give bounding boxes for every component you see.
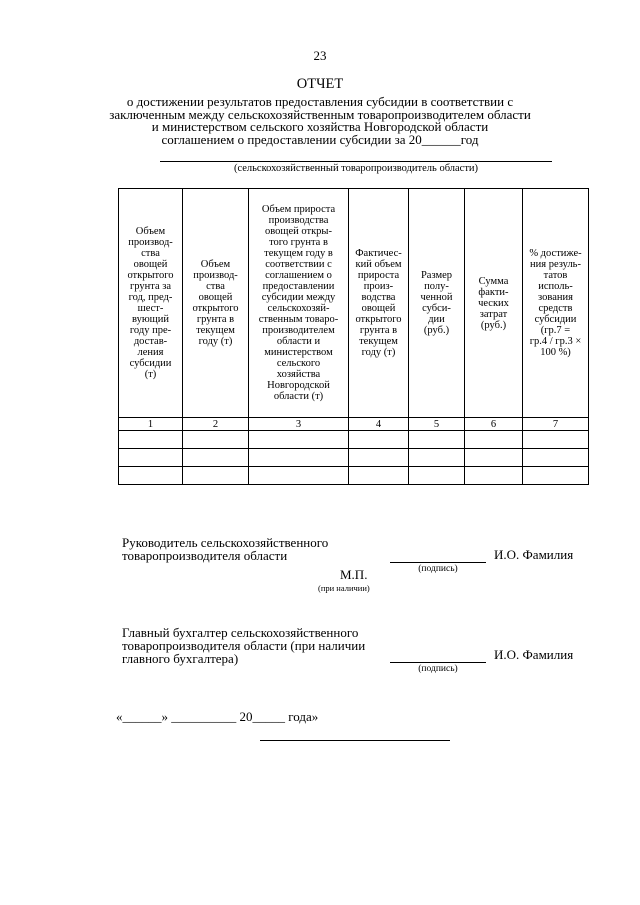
column-number: 4 [349, 418, 409, 431]
header-col-5 [409, 189, 465, 418]
header-text-line: средств [538, 303, 573, 314]
report-table [118, 188, 589, 485]
header-text-line: ния резуль- [530, 259, 581, 270]
header-text-line: текущем году в [264, 248, 333, 259]
header-text-line: достав- [133, 336, 168, 347]
producer-underline [160, 161, 552, 162]
table-cell [349, 449, 409, 467]
header-col-4 [349, 189, 409, 418]
header-text-line: исполь- [538, 281, 573, 292]
table-cell [409, 449, 465, 467]
header-text-line: Объем прироста [261, 204, 336, 215]
header-text-line: ченной [420, 292, 453, 303]
header-text-line: производ- [128, 237, 173, 248]
header-text-line: субси- [422, 303, 451, 314]
header-text-line: субсидии между [261, 292, 336, 303]
stamp-label: М.П. [340, 567, 368, 582]
header-text-line: открытого [355, 314, 402, 325]
header-text-line: году (т) [198, 336, 233, 347]
head-name: И.О. Фамилия [494, 547, 574, 562]
header-text-line: Размер [420, 270, 453, 281]
table-cell [349, 467, 409, 485]
header-text-line: полу- [424, 281, 449, 292]
header-text-line: татов [543, 270, 568, 281]
header-text-line: % достиже- [529, 248, 582, 259]
header-col-7 [523, 189, 589, 418]
accountant-name: И.О. Фамилия [494, 647, 574, 662]
header-text-line: ственным товаро- [258, 314, 339, 325]
table-header-row [119, 189, 589, 418]
header-text-line: субсидии [129, 358, 172, 369]
header-text-line: текущем [196, 325, 235, 336]
header-text-line: открытого [192, 303, 239, 314]
table-cell [465, 449, 523, 467]
header-text-line: затрат [479, 308, 508, 320]
page-number: 23 [313, 48, 327, 63]
column-number: 6 [465, 418, 523, 431]
accountant-title [122, 626, 365, 665]
document-subtitle [100, 96, 540, 146]
header-text-line: субсидии [534, 314, 577, 325]
header-text-line: кий объем [355, 259, 402, 270]
header-text-line: ческих [478, 297, 509, 309]
header-text-line: вующий [131, 314, 170, 325]
header-col-3 [249, 189, 349, 418]
header-text-line: грунта за [129, 281, 172, 292]
header-text-line: области (т) [273, 391, 324, 402]
table-cell [119, 467, 183, 485]
subtitle-line: о достижении результатов предоставления субсидии в соответствии с [126, 94, 514, 109]
header-text-line: Новгородской [267, 380, 330, 391]
column-number: 5 [409, 418, 465, 431]
document-title: ОТЧЕТ [296, 76, 344, 92]
header-text-line: Сумма [478, 275, 509, 287]
head-signature-caption: (подпись) [418, 564, 458, 574]
table-cell [523, 431, 589, 449]
header-text-line: текущем [359, 336, 398, 347]
table-row [119, 431, 589, 449]
header-text-line: гр.4 / гр.3 × [529, 336, 582, 347]
table-cell [249, 449, 349, 467]
header-text-line: (т) [144, 369, 157, 380]
header-text-line: год, пред- [128, 292, 173, 303]
column-number: 3 [249, 418, 349, 431]
date-line: «______» __________ 20_____ года» [116, 709, 319, 724]
header-text-line: (руб.) [423, 325, 450, 336]
header-text-line: соответствии с [265, 259, 332, 270]
table-cell [409, 467, 465, 485]
header-text-line: ства [206, 281, 225, 292]
header-text-line: году (т) [361, 347, 396, 358]
subtitle-line: и министерством сельского хозяйства Новгородской области [151, 119, 489, 135]
table-cell [183, 467, 249, 485]
table-cell [183, 431, 249, 449]
header-text-line: того грунта в [269, 237, 328, 248]
header-text-line: году пре- [129, 325, 172, 336]
header-text-line: шест- [137, 303, 164, 314]
header-text-line: прироста [357, 270, 400, 281]
header-text-line: Фактичес- [355, 248, 402, 259]
header-text-line: овощей откры- [265, 226, 332, 237]
header-text-line: грунта в [196, 314, 235, 325]
header-text-line: Объем [200, 259, 231, 270]
header-text-line: ления [137, 347, 164, 358]
header-col-1 [119, 189, 183, 418]
header-text-line: области и [276, 336, 321, 347]
header-text-line: предоставлении [262, 281, 335, 292]
table-cell [249, 431, 349, 449]
accountant-signature-line [390, 662, 486, 663]
header-text-line: производства [268, 215, 329, 226]
header-text-line: открытого [127, 270, 174, 281]
header-text-line: ства [141, 248, 160, 259]
header-text-line: произ- [363, 281, 394, 292]
column-number: 2 [183, 418, 249, 431]
column-number: 7 [523, 418, 589, 431]
accountant-title-line: главного бухгалтера) [122, 651, 239, 666]
head-title-line: Руководитель сельскохозяйственного [122, 535, 329, 550]
accountant-title-line: товаропроизводителя области (при наличии [122, 638, 366, 653]
table-row [119, 467, 589, 485]
header-text-line: дии [428, 314, 445, 325]
table-cell [119, 449, 183, 467]
header-text-line: производителем [262, 325, 335, 336]
head-title [122, 536, 328, 562]
table-cell [349, 431, 409, 449]
table-cell [465, 431, 523, 449]
header-text-line: овощей [198, 292, 233, 303]
header-text-line: 100 %) [540, 347, 571, 358]
subtitle-line: соглашением о предоставлении субсидии за 20______год [161, 131, 479, 147]
table-cell [249, 467, 349, 485]
header-text-line: овощей [361, 303, 396, 314]
header-text-line: министерством [264, 347, 333, 358]
header-col-2 [183, 189, 249, 418]
table-row [119, 449, 589, 467]
header-text-line: сельского [276, 358, 321, 369]
accountant-title-line: Главный бухгалтер сельскохозяйственного [122, 625, 359, 640]
table-cell [119, 431, 183, 449]
column-number: 1 [119, 418, 183, 431]
producer-caption: (сельскохозяйственный товаропроизводитель области) [233, 163, 479, 174]
header-text-line: грунта в [359, 325, 398, 336]
header-col-6 [465, 189, 523, 418]
column-number-row [119, 418, 589, 431]
header-text-line: овощей [133, 259, 168, 270]
table-cell [465, 467, 523, 485]
table-cell [523, 449, 589, 467]
bottom-rule [260, 740, 450, 741]
table-cell [523, 467, 589, 485]
header-text-line: факти- [478, 286, 509, 298]
header-text-line: сельскохозяй- [267, 303, 330, 314]
head-signature-line [390, 562, 486, 563]
accountant-signature-caption: (подпись) [418, 664, 458, 674]
header-text-line: хозяйства [276, 369, 321, 380]
head-title-line: товаропроизводителя области [122, 548, 288, 563]
header-text-line: Объем [135, 226, 166, 237]
header-text-line: (гр.7 = [540, 325, 571, 336]
stamp-note: (при наличии) [318, 583, 370, 593]
header-text-line: (руб.) [480, 319, 507, 331]
subtitle-line: заключенным между сельскохозяйственным товаропроизводителем области [109, 106, 531, 122]
header-text-line: водства [361, 292, 396, 303]
table-cell [183, 449, 249, 467]
header-text-line: зования [538, 292, 573, 303]
header-text-line: соглашением о [265, 270, 332, 281]
table-cell [409, 431, 465, 449]
header-text-line: производ- [193, 270, 238, 281]
